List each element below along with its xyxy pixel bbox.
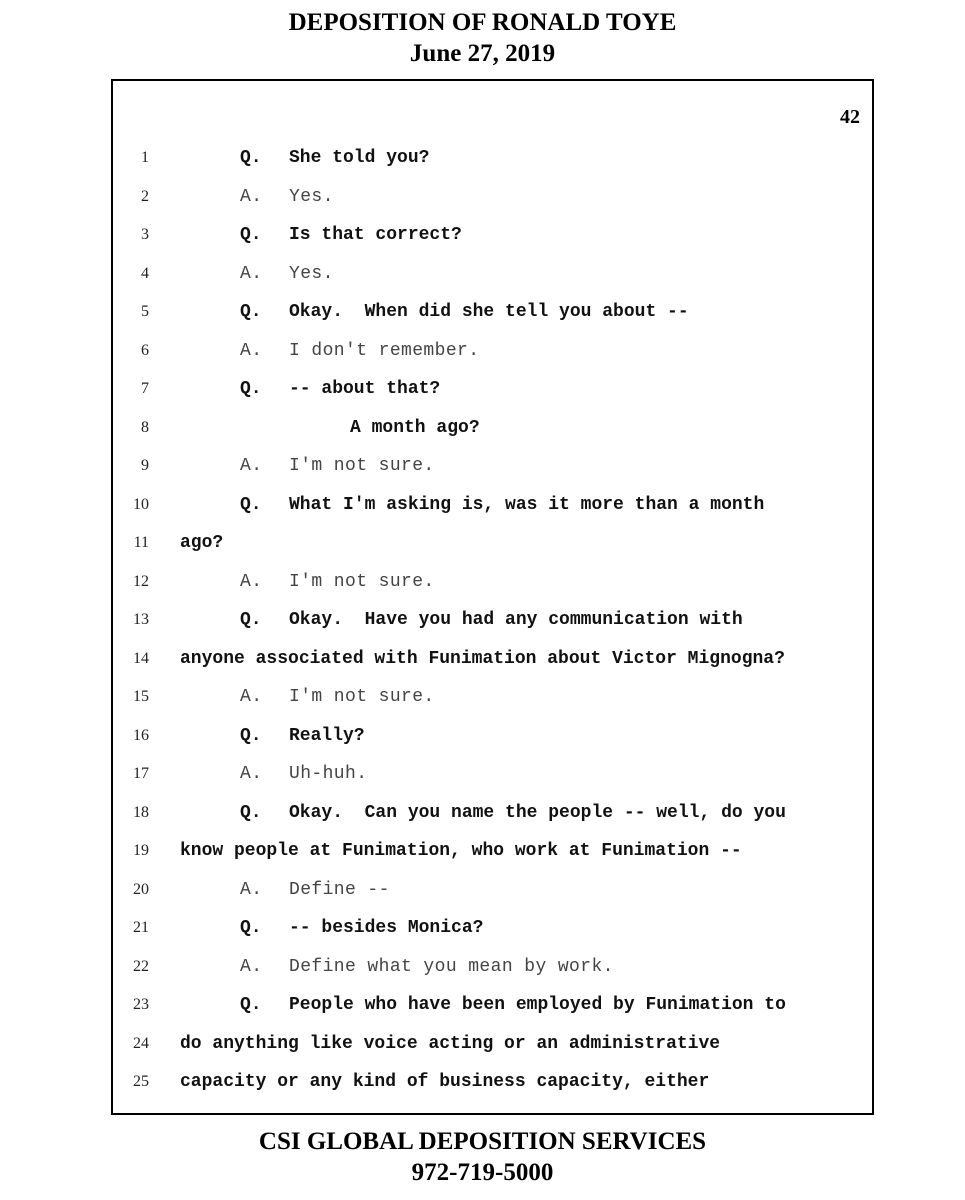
line-text: Define -- — [289, 879, 390, 900]
transcript-line — [113, 836, 872, 866]
transcript-line — [113, 1067, 872, 1097]
line-text: Okay. When did she tell you about -- — [289, 302, 689, 322]
line-text: -- about that? — [289, 379, 441, 399]
question-marker: Q. — [240, 494, 262, 515]
answer-marker: A. — [240, 456, 263, 476]
line-number: 25 — [133, 1073, 149, 1090]
transcript-line — [113, 913, 872, 943]
transcript-line — [113, 528, 872, 558]
transcript-line — [113, 259, 872, 289]
line-number: 3 — [141, 226, 149, 243]
line-number: 15 — [133, 688, 149, 705]
footer-phone: 972-719-5000 — [411, 1159, 554, 1186]
transcript-line — [113, 721, 872, 751]
page-number: 42 — [840, 106, 860, 128]
line-text: do anything like voice acting or an administrative — [180, 1033, 721, 1054]
line-text: know people at Funimation, who work at Funimation -- — [180, 841, 742, 861]
line-text: capacity or any kind of business capacity, either — [180, 1072, 710, 1092]
document-title: DEPOSITION OF RONALD TOYE — [288, 9, 677, 36]
line-text: Is that correct? — [289, 225, 462, 245]
transcript-line — [113, 143, 872, 173]
transcript-line — [113, 798, 872, 828]
line-number: 17 — [133, 765, 149, 782]
answer-marker: A. — [240, 687, 263, 707]
line-number: 7 — [141, 380, 149, 397]
transcript-line — [113, 374, 872, 404]
question-marker: Q. — [240, 610, 262, 630]
line-number: 22 — [133, 957, 149, 975]
line-text: She told you? — [289, 148, 430, 168]
line-text: -- besides Monica? — [289, 918, 484, 938]
line-number: 11 — [133, 534, 149, 551]
transcript-line — [113, 1029, 872, 1059]
answer-marker: A. — [240, 956, 263, 977]
line-number: 5 — [141, 303, 149, 320]
transcript-line — [113, 990, 872, 1020]
line-text: Yes. — [289, 263, 334, 284]
line-number: 24 — [133, 1034, 149, 1052]
line-text: Uh-huh. — [289, 764, 368, 784]
line-text: Okay. Have you had any communication with — [289, 610, 743, 630]
transcript-line — [113, 567, 872, 597]
transcript-line — [113, 952, 872, 982]
transcript-page — [111, 79, 874, 1115]
line-number: 16 — [133, 726, 149, 744]
line-text: anyone associated with Funimation about Victor Mignogna? — [180, 648, 785, 669]
line-number: 9 — [141, 457, 149, 474]
question-marker: Q. — [240, 379, 262, 399]
line-number: 18 — [133, 803, 149, 821]
transcript-line — [113, 759, 872, 789]
line-text: I'm not sure. — [289, 687, 435, 707]
question-marker: Q. — [240, 802, 262, 823]
transcript-line — [113, 182, 872, 212]
line-number: 13 — [133, 611, 149, 628]
question-marker: Q. — [240, 148, 262, 168]
question-marker: Q. — [240, 225, 262, 245]
transcript-line — [113, 413, 872, 443]
line-number: 1 — [141, 149, 149, 166]
line-number: 6 — [141, 341, 149, 359]
line-text: I'm not sure. — [289, 571, 435, 592]
transcript-line — [113, 605, 872, 635]
answer-marker: A. — [240, 340, 263, 361]
answer-marker: A. — [240, 263, 263, 284]
question-marker: Q. — [240, 725, 262, 746]
question-marker: Q. — [240, 302, 262, 322]
line-text: Yes. — [289, 186, 334, 207]
line-number: 8 — [141, 418, 149, 436]
answer-marker: A. — [240, 186, 263, 207]
line-text: I don't remember. — [289, 340, 480, 361]
line-number: 12 — [133, 572, 149, 590]
question-marker: Q. — [240, 918, 262, 938]
line-text: People who have been employed by Funimation to — [289, 995, 786, 1015]
line-number: 14 — [133, 649, 149, 667]
transcript-line — [113, 220, 872, 250]
transcript-line — [113, 682, 872, 712]
line-text: Okay. Can you name the people -- well, do you — [289, 802, 786, 823]
transcript-line — [113, 336, 872, 366]
footer-company: CSI GLOBAL DEPOSITION SERVICES — [258, 1128, 707, 1155]
line-number: 21 — [133, 919, 149, 936]
line-text: What I'm asking is, was it more than a month — [289, 494, 765, 515]
transcript-line — [113, 875, 872, 905]
line-number: 23 — [133, 996, 149, 1013]
line-number: 10 — [133, 495, 149, 513]
line-text: A month ago? — [350, 417, 480, 438]
answer-marker: A. — [240, 764, 263, 784]
line-text: Really? — [289, 725, 365, 746]
answer-marker: A. — [240, 879, 263, 900]
transcript-line — [113, 451, 872, 481]
line-number: 20 — [133, 880, 149, 898]
line-text: I'm not sure. — [289, 456, 435, 476]
line-text: ago? — [180, 533, 224, 553]
question-marker: Q. — [240, 995, 262, 1015]
line-number: 19 — [133, 842, 149, 859]
transcript-line — [113, 490, 872, 520]
line-number: 2 — [141, 187, 149, 205]
answer-marker: A. — [240, 571, 263, 592]
line-number: 4 — [141, 264, 149, 282]
document-date: June 27, 2019 — [409, 40, 556, 67]
transcript-line — [113, 297, 872, 327]
transcript-line — [113, 644, 872, 674]
line-text: Define what you mean by work. — [289, 956, 614, 977]
